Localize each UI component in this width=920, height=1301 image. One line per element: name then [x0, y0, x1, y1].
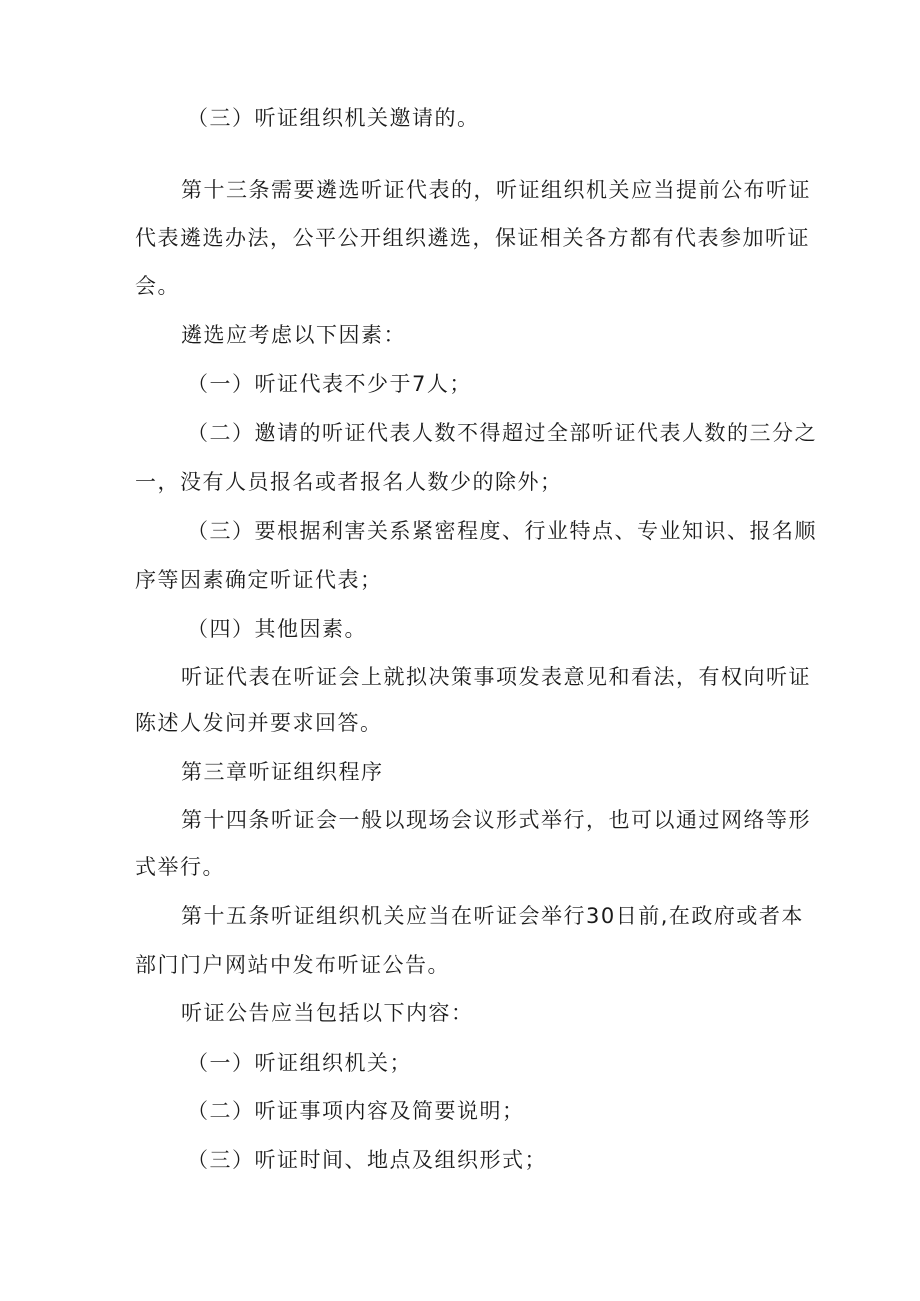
representative-rights-line-2: 陈述人发问并要求回答。 [135, 711, 383, 735]
factor-item-2-line-2: 一，没有人员报名或者报名人数少的除外； [135, 470, 563, 494]
notice-item-3: （三）听证时间、地点及组织形式； [187, 1148, 547, 1172]
representative-rights-line-1: 听证代表在听证会上就拟决策事项发表意见和看法，有权向听证 [181, 665, 811, 689]
chapter-3-heading: 第三章听证组织程序 [181, 760, 384, 784]
notice-item-2: （二）听证事项内容及简要说明； [187, 1099, 525, 1123]
article-15-line-2: 部门门户网站中发布听证公告。 [135, 953, 450, 977]
article-15-line-1: 第十五条听证组织机关应当在听证会举行30日前,在政府或者本 [181, 904, 804, 928]
factor-item-1: （一）听证代表不少于7人； [187, 372, 472, 396]
article-14-line-1: 第十四条听证会一般以现场会议形式举行，也可以通过网络等形 [181, 808, 811, 832]
factor-item-2-line-1: （二）邀请的听证代表人数不得超过全部听证代表人数的三分之 [187, 421, 817, 445]
list-item-invited-by-organizer: （三）听证组织机关邀请的。 [187, 106, 480, 130]
article-13-paragraph-line-1: 第十三条需要遴选听证代表的，听证组织机关应当提前公布听证 [181, 178, 811, 202]
notice-item-1: （一）听证组织机关； [187, 1051, 412, 1075]
notice-contents-heading: 听证公告应当包括以下内容： [181, 1001, 474, 1025]
article-13-paragraph-line-2: 代表遴选办法，公平公开组织遴选，保证相关各方都有代表参加听证 [135, 226, 810, 250]
factor-item-3-line-1: （三）要根据利害关系紧密程度、行业特点、专业知识、报名顺 [187, 519, 817, 543]
factor-item-4: （四）其他因素。 [187, 617, 367, 641]
article-13-paragraph-line-3: 会。 [135, 274, 180, 298]
selection-factors-heading: 遴选应考虑以下因素： [181, 323, 406, 347]
article-14-line-2: 式举行。 [135, 855, 225, 879]
factor-item-3-line-2: 序等因素确定听证代表； [135, 568, 383, 592]
